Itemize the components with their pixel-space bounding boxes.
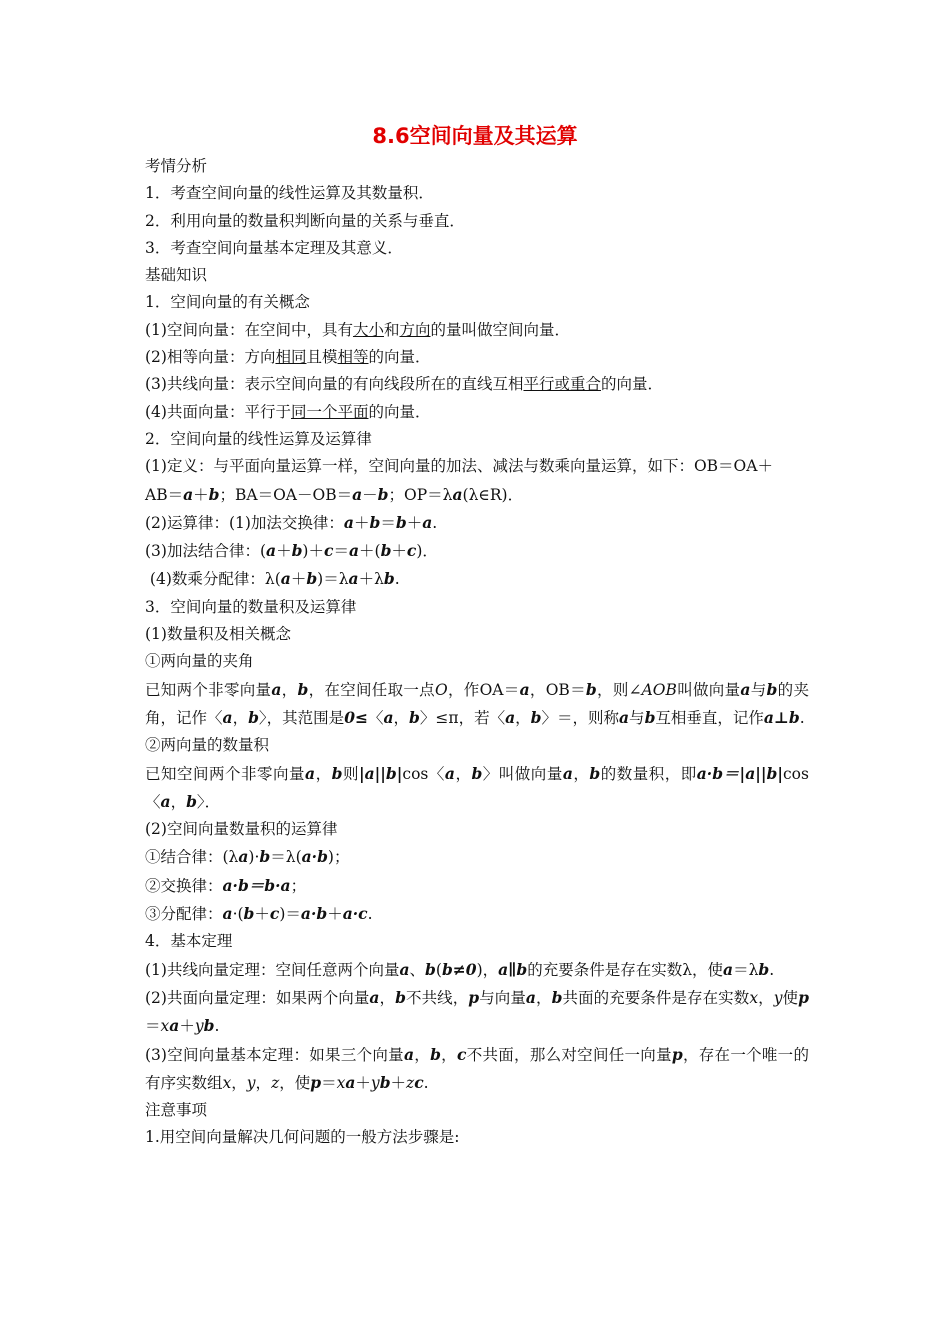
- vector-symbol: a: [519, 679, 530, 699]
- text: 已知两个非零向量: [145, 680, 272, 699]
- text: )．: [416, 542, 438, 561]
- vector-symbol: b: [369, 512, 381, 532]
- text: (3)加法结合律：(: [145, 542, 267, 561]
- dot-heading: ②两向量的数量积: [145, 736, 270, 755]
- text: ＋: [276, 542, 292, 561]
- law-commutative: [145, 509, 809, 537]
- vector-symbol: b: [259, 847, 271, 867]
- text: ＝λ: [733, 960, 759, 979]
- text: )＋: [302, 542, 324, 561]
- text: ＋: [179, 1017, 195, 1036]
- text: 〉＝，则称: [541, 708, 619, 727]
- text: ，: [170, 792, 187, 811]
- vector-symbol: a: [271, 679, 282, 699]
- vector-symbol: a: [383, 707, 394, 727]
- underlined-term: 相等: [337, 348, 369, 367]
- text: ；: [290, 876, 307, 895]
- vector-symbol: p: [310, 1072, 322, 1092]
- underlined-term: 相同: [275, 348, 307, 367]
- variable-symbol: x: [749, 988, 759, 1007]
- text: 与向量: [479, 988, 526, 1007]
- kaoqing-item-1: 1．考查空间向量的线性运算及其数量积．: [145, 184, 434, 203]
- vector-symbol: a: [525, 987, 536, 1007]
- text: 的向量．: [368, 348, 431, 367]
- text: ，OB＝: [529, 680, 586, 699]
- text: ，: [414, 1045, 431, 1064]
- vector-symbol: a: [160, 791, 171, 811]
- section-heading-kaoqing: 考情分析: [145, 157, 208, 175]
- dot-law-associative: [145, 843, 809, 871]
- text: 叫做向量: [676, 680, 741, 699]
- text: ＋: [406, 513, 423, 532]
- math-expression: a·b＝b·a: [222, 875, 291, 895]
- text: ＋: [327, 905, 343, 924]
- variable-symbol: y: [773, 988, 783, 1007]
- subsection-1: 1．空间向量的有关概念: [145, 293, 310, 312]
- text: ；BA＝OA－OB＝: [219, 485, 353, 504]
- text: ；OP＝λ: [388, 485, 453, 504]
- vector-symbol: a: [723, 959, 734, 979]
- vector-symbol: a: [444, 763, 455, 783]
- vector-symbol: a: [345, 1072, 356, 1092]
- variable-symbol: y: [370, 1073, 380, 1092]
- vector-symbol: b: [380, 541, 392, 561]
- vector-symbol: b: [203, 1016, 215, 1036]
- vector-symbol: b: [409, 707, 420, 727]
- text: 互相垂直，记作: [655, 708, 764, 727]
- text: 则: [342, 764, 359, 783]
- vector-symbol: b: [758, 959, 770, 979]
- text: ，: [393, 708, 410, 727]
- text: (1)共线向量定理：空间任意两个向量: [145, 960, 400, 979]
- dot-law-distributive: [145, 900, 809, 928]
- text: ，使: [279, 1073, 311, 1092]
- text: ，: [758, 988, 774, 1007]
- vector-symbol: a: [562, 763, 573, 783]
- variable-symbol: z: [271, 1073, 280, 1092]
- text: ，: [454, 764, 472, 783]
- text: cos〈: [145, 764, 809, 811]
- vector-symbol: b: [425, 959, 436, 979]
- math-expression: a·b＝|a||b|: [696, 763, 783, 783]
- text: 的充要条件是存在实数λ，使: [527, 960, 724, 979]
- vector-symbol: b: [243, 904, 255, 924]
- text: ，存在一个唯一的有序实数组: [145, 1045, 809, 1092]
- vector-symbol: b: [383, 569, 395, 589]
- text: (2)相等向量：方向: [145, 348, 276, 367]
- vector-symbol: b: [306, 569, 318, 589]
- text: (3)空间向量基本定理：如果三个向量: [145, 1045, 404, 1064]
- text: ＋: [254, 905, 270, 924]
- vector-symbol: b: [331, 763, 343, 783]
- text: (3)共线向量：表示空间向量的有向线段所在的直线互相: [145, 375, 524, 394]
- text: )；: [327, 848, 350, 867]
- vector-symbol: a: [352, 484, 363, 504]
- text: .: [423, 1073, 429, 1092]
- vector-symbol: b: [395, 512, 407, 532]
- text: (2)共面向量定理：如果两个向量: [145, 988, 370, 1007]
- text: (λ∈R)．: [462, 485, 524, 504]
- subsection-3: 3．空间向量的数量积及运算律: [145, 597, 357, 616]
- vector-symbol: a: [619, 707, 630, 727]
- text: ＋: [193, 485, 209, 504]
- text: .: [214, 1017, 220, 1036]
- text: 的数量积，即: [600, 764, 697, 783]
- concept-equal-vector: [145, 344, 809, 371]
- text: ＝: [145, 1017, 161, 1036]
- vector-symbol: c: [406, 541, 417, 561]
- angle-paragraph: [145, 676, 809, 733]
- text: 与: [629, 708, 645, 727]
- definition-line-2: [145, 481, 809, 509]
- vector-symbol: a: [452, 484, 463, 504]
- math-expression: a·c: [342, 904, 368, 924]
- vector-symbol: a: [222, 707, 233, 727]
- law-associative: [145, 537, 809, 565]
- text: 〉叫做向量: [482, 764, 563, 783]
- math-expression: a∥b: [498, 959, 528, 979]
- subsection-3-2: (2)空间向量数量积的运算律: [145, 820, 338, 839]
- subsection-2: 2．空间向量的线性运算及运算律: [145, 429, 372, 448]
- vector-symbol: a: [222, 904, 233, 924]
- vector-symbol: a: [343, 512, 354, 532]
- text: .: [394, 570, 400, 589]
- text: ·(: [232, 905, 244, 924]
- text: )＝: [279, 905, 301, 924]
- vector-symbol: c: [414, 1072, 424, 1092]
- text: ，: [379, 988, 396, 1007]
- text: ＋: [353, 513, 370, 532]
- vector-symbol: b: [248, 707, 259, 727]
- text: )，: [476, 960, 499, 979]
- page-title: 8.6空间向量及其运算: [372, 124, 578, 148]
- variable-symbol: z: [406, 1073, 415, 1092]
- math-expression: a⊥b: [763, 707, 800, 727]
- text: ，作OA＝: [447, 680, 520, 699]
- variable-symbol: y: [194, 1017, 204, 1036]
- subsection-4: 4．基本定理: [145, 932, 233, 951]
- vector-symbol: b: [430, 1044, 441, 1064]
- text: ＋: [290, 570, 307, 589]
- math-expression: 0≤: [344, 707, 368, 727]
- vector-symbol: p: [468, 987, 480, 1007]
- vector-symbol: a: [369, 987, 380, 1007]
- text: ＋(: [359, 542, 381, 561]
- text: 不共线，: [405, 988, 469, 1007]
- text: (1)空间向量：在空间中，具有: [145, 320, 353, 339]
- vector-symbol: p: [798, 987, 809, 1007]
- point-symbol: O: [434, 680, 448, 699]
- text: 〉．: [196, 792, 221, 811]
- text: ②交换律：: [145, 876, 223, 895]
- vector-symbol: a: [505, 707, 516, 727]
- text: ，: [255, 1073, 272, 1092]
- underlined-term: 同一个平面: [290, 402, 369, 421]
- text: .: [367, 905, 373, 924]
- law-distributive: [145, 565, 809, 593]
- text: 不共面，那么对空间任一向量: [466, 1045, 672, 1064]
- text: 已知空间两个非零向量: [145, 764, 306, 783]
- zhuyi-item-1: 1.用空间向量解决几何问题的一般方法步骤是:: [145, 1128, 460, 1147]
- vector-symbol: a: [280, 569, 291, 589]
- section-heading-jichu: 基础知识: [145, 266, 208, 285]
- kaoqing-item-2: 2．利用向量的数量积判断向量的关系与垂直．: [145, 211, 465, 230]
- text: ③分配律：: [145, 905, 223, 924]
- vector-symbol: c: [269, 904, 280, 924]
- text: 〉，其范围是: [258, 708, 345, 727]
- angle-heading: ①两向量的夹角: [145, 652, 254, 671]
- vector-symbol: b: [585, 679, 597, 699]
- text: ＝: [333, 542, 349, 561]
- vector-symbol: b: [208, 484, 220, 504]
- text: 的量叫做空间向量．: [430, 320, 571, 339]
- text: )·: [248, 848, 260, 867]
- vector-symbol: b: [377, 484, 389, 504]
- text: ，: [231, 1073, 247, 1092]
- text: 与: [750, 680, 767, 699]
- vector-symbol: b: [766, 679, 778, 699]
- text: (: [435, 960, 442, 979]
- text: ，: [281, 680, 298, 699]
- math-expression: a·b: [301, 847, 328, 867]
- vector-symbol: a: [169, 1016, 180, 1036]
- angle-symbol: AOB: [641, 680, 677, 699]
- vector-symbol: a: [348, 569, 359, 589]
- text: ＝: [380, 513, 396, 532]
- text: 的向量．: [368, 402, 431, 421]
- text: ，: [440, 1045, 457, 1064]
- document-body: [145, 153, 809, 1152]
- vector-symbol: b: [186, 791, 197, 811]
- variable-symbol: x: [222, 1073, 232, 1092]
- text: ，: [315, 764, 332, 783]
- math-expression: |a||b|: [358, 763, 403, 783]
- text: 、: [409, 960, 426, 979]
- text: (2)运算律：(1)加法交换律：: [145, 513, 344, 532]
- variable-symbol: x: [160, 1017, 170, 1036]
- variable-symbol: x: [336, 1073, 346, 1092]
- vector-symbol: a: [403, 1044, 414, 1064]
- underlined-term: 大小: [352, 320, 384, 339]
- dot-law-commutative: [145, 872, 809, 900]
- text: (4)共面向量：平行于: [145, 402, 291, 421]
- vector-symbol: a: [238, 847, 249, 867]
- text: －: [362, 485, 378, 504]
- vector-symbol: b: [379, 1072, 391, 1092]
- text: (4)数乘分配律：λ(: [145, 570, 281, 589]
- text: 使: [782, 988, 799, 1007]
- vector-symbol: b: [589, 763, 601, 783]
- text: ，: [515, 708, 531, 727]
- text: 共面的充要条件是存在实数: [562, 988, 750, 1007]
- math-expression: a·b: [300, 904, 328, 924]
- vector-symbol: a: [305, 763, 316, 783]
- text: ＝: [321, 1073, 337, 1092]
- text: .: [799, 708, 805, 727]
- text: ①结合律：(λ: [145, 848, 239, 867]
- dot-paragraph: [145, 760, 809, 817]
- text: ＋λ: [358, 570, 384, 589]
- kaoqing-item-3: 3．考查空间向量基本定理及其意义．: [145, 238, 403, 257]
- text: ＋: [355, 1073, 371, 1092]
- vector-symbol: c: [456, 1044, 467, 1064]
- variable-symbol: y: [246, 1073, 256, 1092]
- text: 的向量．: [600, 375, 663, 394]
- theorem-basis: [145, 1041, 809, 1098]
- vector-symbol: c: [323, 541, 334, 561]
- text: .: [432, 513, 438, 532]
- text: 和: [383, 320, 400, 339]
- underlined-term: 方向: [399, 320, 431, 339]
- concept-coplanar-vector: [145, 399, 809, 426]
- section-heading-zhuyi: 注意事项: [145, 1101, 208, 1120]
- concept-collinear-vector: [145, 371, 809, 398]
- text: cos〈: [402, 764, 445, 783]
- text: ＝λ(: [270, 848, 302, 867]
- definition-line-1: (1)定义：与平面向量运算一样，空间向量的加法、减法与数乘向量运算，如下：OB＝OA＋: [145, 457, 773, 476]
- text: ，在空间任取一点: [308, 680, 435, 699]
- vector-symbol: a: [266, 541, 277, 561]
- text: ，则∠: [596, 680, 642, 699]
- vector-symbol: b: [471, 763, 483, 783]
- vector-symbol: b: [551, 987, 563, 1007]
- text: 〈: [367, 708, 384, 727]
- theorem-coplanar: [145, 984, 809, 1041]
- concept-space-vector: [145, 317, 809, 344]
- vector-symbol: b: [297, 679, 309, 699]
- vector-symbol: a: [183, 484, 194, 504]
- vector-symbol: b: [644, 707, 656, 727]
- math-expression: b≠0: [441, 959, 477, 979]
- text: .: [769, 960, 775, 979]
- vector-symbol: a: [740, 679, 751, 699]
- vector-symbol: b: [291, 541, 303, 561]
- text: )＝λ: [317, 570, 349, 589]
- text: 〉≤π，若〈: [419, 708, 506, 727]
- text: ＋: [391, 542, 407, 561]
- text: ＋: [390, 1073, 407, 1092]
- text: AB＝: [145, 485, 184, 504]
- vector-symbol: p: [671, 1044, 683, 1064]
- theorem-collinear: [145, 956, 809, 984]
- vector-symbol: a: [348, 541, 359, 561]
- vector-symbol: b: [395, 987, 406, 1007]
- underlined-term: 平行或重合: [523, 375, 601, 394]
- subsection-3-1: (1)数量积及相关概念: [145, 625, 291, 644]
- vector-symbol: a: [399, 959, 410, 979]
- text: ，: [535, 988, 552, 1007]
- text: 且模: [306, 348, 338, 367]
- text: ，: [572, 764, 590, 783]
- vector-symbol: a: [422, 512, 433, 532]
- text: ，: [232, 708, 249, 727]
- vector-symbol: b: [530, 707, 542, 727]
- text: 的夹角，记作〈: [145, 680, 809, 727]
